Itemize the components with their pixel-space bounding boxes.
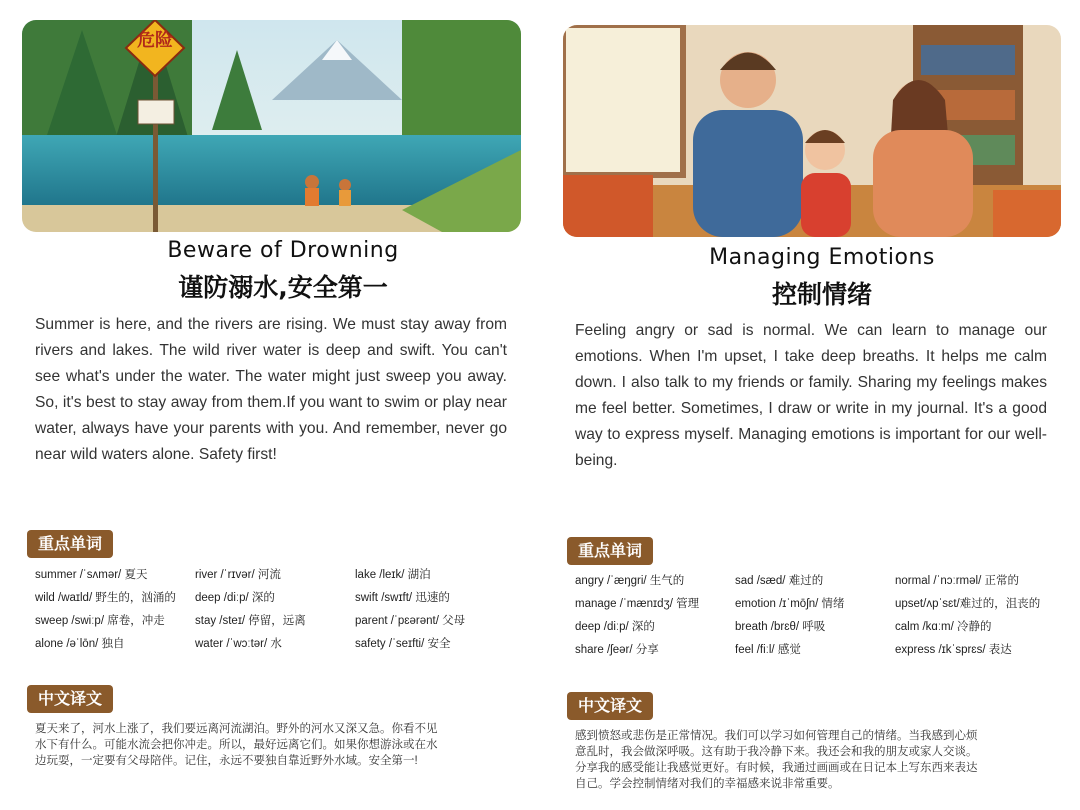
vocab-section-label: 重点单词 bbox=[27, 530, 113, 558]
vocab-item: sad /sæd/ 难过的 bbox=[735, 575, 824, 587]
vocab-item: swift /swɪft/ 迅速的 bbox=[355, 592, 450, 604]
vocab-item: upset/ʌpˈsɛt/难过的，沮丧的 bbox=[895, 598, 1041, 610]
vocab-item: wild /waɪld/ 野生的，汹涌的 bbox=[35, 592, 176, 604]
vocab-item: summer /ˈsʌmər/ 夏天 bbox=[35, 569, 148, 581]
vocab-item: angry /ˈæŋgri/ 生气的 bbox=[575, 575, 685, 587]
article-paragraph: Summer is here, and the rivers are rising. We must stay away from rivers and lakes. The wild river water is deep and swift. You can't see what's under the water. The water might just sweep you away. So, it's best to stay away from them.If you want to swim or play near water, always have your parents with you. And remember, never go near wild waters alone. Safety first! bbox=[35, 316, 507, 463]
vocab-item: alone /əˈlōn/ 独自 bbox=[35, 638, 125, 650]
vocab-item: feel /fiːl/ 感觉 bbox=[735, 644, 801, 656]
vocab-item: sweep /swiːp/ 席卷，冲走 bbox=[35, 615, 165, 627]
vocab-item: express /ɪkˈsprɛs/ 表达 bbox=[895, 644, 1012, 656]
vocab-item: water /ˈwɔːtər/ 水 bbox=[195, 638, 282, 650]
family-illustration bbox=[563, 25, 1061, 237]
drowning-illustration bbox=[22, 20, 521, 232]
vocab-item: river /ˈrɪvər/ 河流 bbox=[195, 569, 281, 581]
vocab-item: safety /ˈseɪfti/ 安全 bbox=[355, 638, 451, 650]
vocab-list bbox=[35, 567, 535, 653]
article-title-english: Managing Emotions bbox=[709, 245, 935, 270]
translation-section-label: 中文译文 bbox=[567, 692, 653, 720]
article-title-chinese: 谨防溺水,安全第一 bbox=[178, 273, 388, 302]
vocab-item: manage /ˈmænɪdʒ/ 管理 bbox=[575, 598, 700, 610]
vocab-item: emotion /ɪˈmōʃn/ 情绪 bbox=[735, 598, 845, 610]
vocab-item: share /ʃeər/ 分享 bbox=[575, 644, 659, 656]
vocab-item: normal /ˈnɔːrməl/ 正常的 bbox=[895, 575, 1019, 587]
vocab-list bbox=[575, 573, 1075, 659]
vocab-item: calm /kɑːm/ 冷静的 bbox=[895, 621, 992, 633]
article-title-chinese: 控制情绪 bbox=[771, 280, 872, 309]
vocab-item: deep /diːp/ 深的 bbox=[195, 592, 275, 604]
vocab-item: deep /diːp/ 深的 bbox=[575, 621, 655, 633]
translation-section-label: 中文译文 bbox=[27, 685, 113, 713]
vocab-section-label: 重点单词 bbox=[567, 537, 653, 565]
article-title-english: Beware of Drowning bbox=[167, 238, 399, 263]
vocab-item: stay /steɪ/ 停留，远离 bbox=[195, 615, 306, 627]
chinese-translation: 感到愤怒或悲伤是正常情况。我们可以学习如何管理自己的情绪。当我感到心烦意乱时，我会做深呼吸。这有助于我冷静下来。我还会和我的朋友或家人交谈。分享我的感受能让我感觉更好。有时候，我通过画画或在日记本上写东西来表达自己。学会控制情绪对我们的幸福感来说非常重要。 bbox=[575, 730, 978, 790]
vocab-item: breath /brɛθ/ 呼吸 bbox=[735, 621, 826, 633]
article-paragraph: Feeling angry or sad is normal. We can learn to manage our emotions. When I'm upset, I take deep breaths. It helps me calm down. I also talk to my friends or family. Sharing my feelings makes me feel better. Sometimes, I draw or write in my journal. It's a good way to express myself. Managing emotions is important for our well-being. bbox=[575, 322, 1047, 469]
vocab-item: parent /ˈpɛərənt/ 父母 bbox=[355, 615, 466, 627]
chinese-translation: 夏天来了，河水上涨了，我们要远离河流湖泊。野外的河水又深又急。你看不见水下有什么。可能水流会把你冲走。所以，最好远离它们。如果你想游泳或在水边玩耍，一定要有父母陪伴。记住，永远不要独自靠近野外水域。安全第一! bbox=[35, 723, 438, 767]
vocab-item: lake /leɪk/ 湖泊 bbox=[355, 569, 431, 581]
danger-sign-text: 危险 bbox=[137, 30, 173, 51]
